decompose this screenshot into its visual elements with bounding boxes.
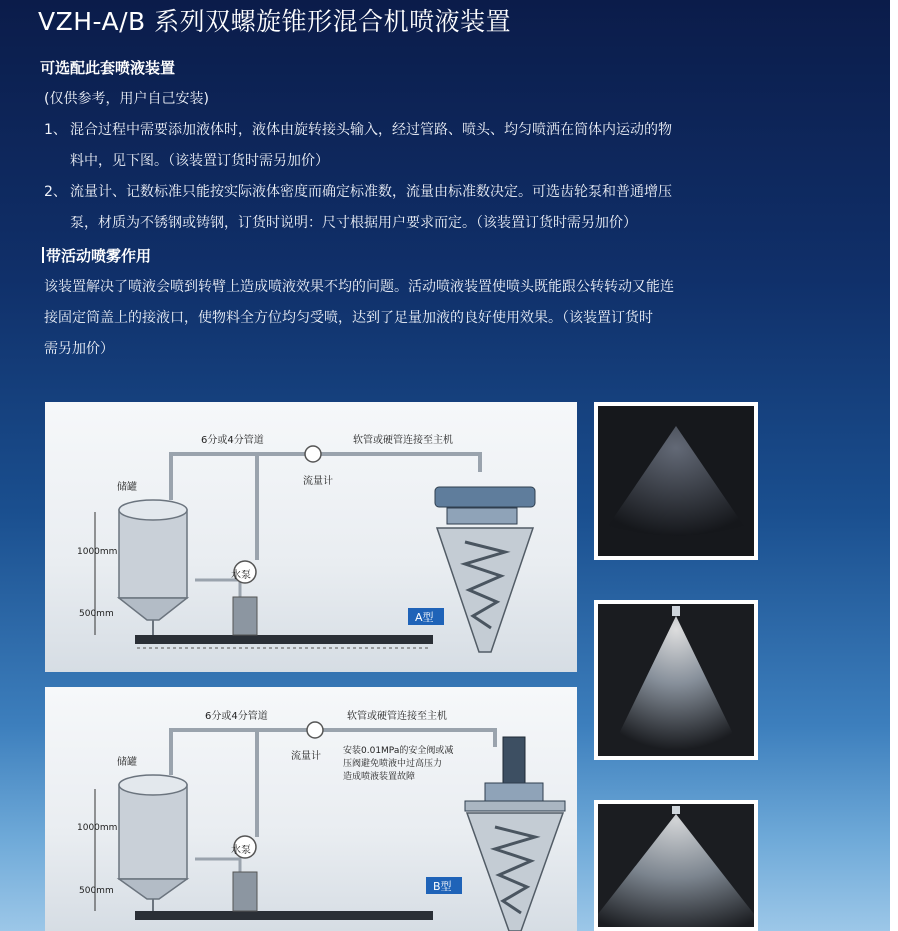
dim-label-500: 500mm bbox=[79, 609, 114, 619]
dim-label-1000: 1000mm bbox=[77, 547, 118, 557]
spray-photo-2 bbox=[594, 600, 758, 760]
conical-mixer bbox=[465, 737, 565, 931]
hose-label: 软管或硬管连接至主机 bbox=[347, 711, 447, 722]
heading-marker bbox=[42, 247, 44, 263]
conical-mixer bbox=[435, 487, 535, 652]
flowmeter-label: 流量计 bbox=[291, 751, 321, 762]
safety-note-line1: 安装0.01MPa的安全阀或减 bbox=[343, 746, 454, 756]
tank-label: 储罐 bbox=[117, 482, 137, 493]
safety-note-line2: 压阀避免喷液中过高压力 bbox=[343, 759, 443, 769]
type-label: B型 bbox=[433, 880, 452, 893]
list-number: 1、 bbox=[44, 122, 67, 138]
pump-label: 水泵 bbox=[231, 845, 251, 856]
list-text-line2: 料中，见下图。（该装置订货时需另加价） bbox=[70, 153, 329, 169]
type-label: A型 bbox=[415, 611, 434, 624]
list-text-line2: 泵，材质为不锈钢或铸钢，订货时说明：尺寸根据用户要求而定。（该装置订货时需另加价） bbox=[70, 215, 637, 231]
section2-line3: 需另加价） bbox=[44, 341, 114, 357]
diagram-type-a bbox=[45, 402, 577, 672]
spray-cone-image bbox=[598, 804, 754, 931]
spray-photo-1 bbox=[594, 402, 758, 560]
flowmeter-label: 流量计 bbox=[303, 476, 333, 487]
pump-stand bbox=[233, 597, 257, 635]
pump-stand bbox=[233, 872, 257, 911]
spray-photo-3 bbox=[594, 800, 758, 931]
pipe-label: 6分或4分管道 bbox=[201, 435, 264, 446]
section1-heading: 可选配此套喷液装置 bbox=[40, 59, 176, 77]
list-text-line1: 流量计、记数标准只能按实际液体密度而确定标准数，流量由标准数决定。可选齿轮泵和普通增压 bbox=[70, 184, 672, 200]
ground-slab bbox=[135, 635, 433, 644]
tank-label: 储罐 bbox=[117, 757, 137, 768]
storage-tank bbox=[119, 500, 187, 635]
section2-paragraph bbox=[44, 272, 794, 365]
pipe-label: 6分或4分管道 bbox=[205, 711, 268, 722]
ground-slab bbox=[135, 911, 433, 920]
section2-line2: 接固定筒盖上的接液口，使物料全方位均匀受喷，达到了足量加液的良好使用效果。（该装置订货时 bbox=[44, 310, 653, 326]
spray-cone-image bbox=[598, 406, 754, 556]
diagram-type-b bbox=[45, 687, 577, 931]
list-item-1 bbox=[44, 115, 784, 177]
hose-label: 软管或硬管连接至主机 bbox=[353, 435, 453, 446]
section1-note: (仅供参考，用户自己安装) bbox=[44, 91, 209, 107]
right-edge-strip bbox=[890, 0, 898, 931]
list-item-2 bbox=[44, 177, 784, 239]
spray-cone-image bbox=[598, 604, 754, 756]
list-text-line1: 混合过程中需要添加液体时，液体由旋转接头输入，经过管路、喷头、均匀喷洒在筒体内运动的物 bbox=[70, 122, 672, 138]
section2-heading: 带活动喷雾作用 bbox=[46, 247, 152, 265]
diagram-a-svg bbox=[45, 402, 577, 672]
flowmeter-icon bbox=[307, 722, 323, 738]
dim-label-500: 500mm bbox=[79, 886, 114, 896]
safety-note-line3: 造成喷液装置故障 bbox=[343, 772, 416, 782]
flowmeter-icon bbox=[305, 446, 321, 462]
diagram-b-svg bbox=[45, 687, 577, 931]
section2-line1: 该装置解决了喷液会喷到转臂上造成喷液效果不均的问题。活动喷液装置使喷头既能跟公转转动又能连 bbox=[44, 279, 674, 295]
list-number: 2、 bbox=[44, 184, 67, 200]
pump-label: 水泵 bbox=[231, 570, 251, 581]
storage-tank bbox=[119, 775, 187, 911]
dim-label-1000: 1000mm bbox=[77, 823, 118, 833]
page-title: VZH-A/B 系列双螺旋锥形混合机喷液装置 bbox=[38, 7, 512, 36]
